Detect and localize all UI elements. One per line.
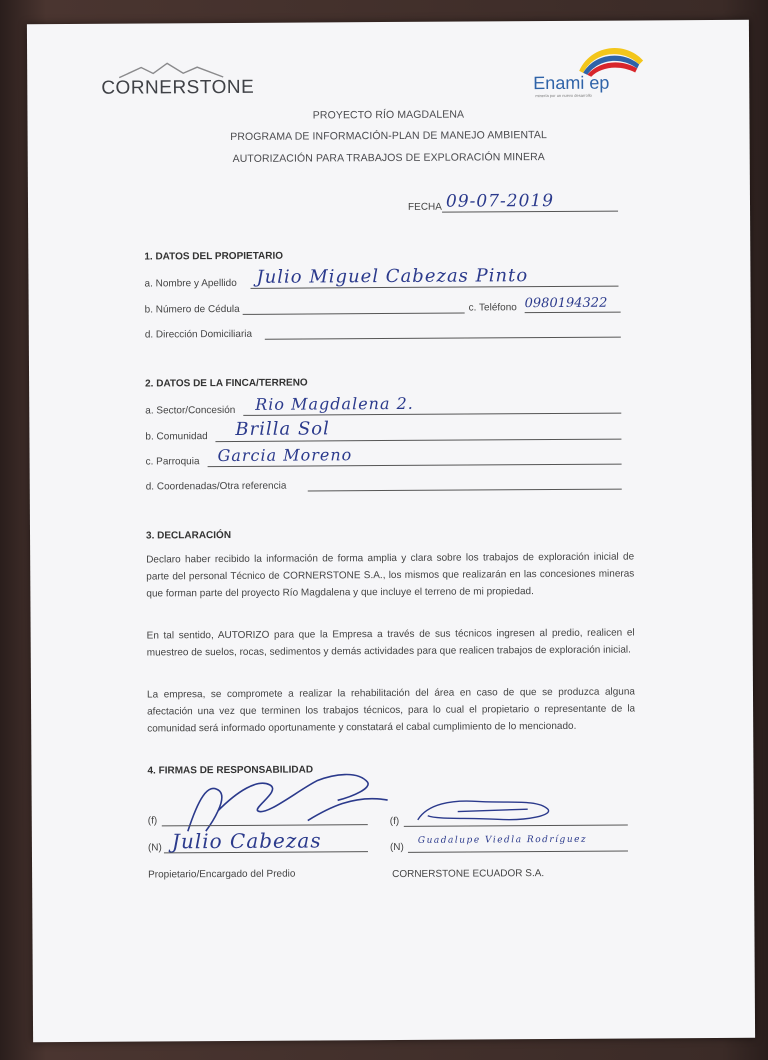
fecha-label: FECHA xyxy=(407,201,442,213)
coordenadas-label: d. Coordenadas/Otra referencia xyxy=(145,480,287,493)
section2-title: 2. DATOS DE LA FINCA/TERRENO xyxy=(145,377,308,390)
sector-value: Rio Magdalena 2. xyxy=(255,393,414,414)
authorization-title: AUTORIZACIÓN PARA TRABAJOS DE EXPLORACIÓN MINERA xyxy=(232,151,545,165)
section1-title: 1. DATOS DEL PROPIETARIO xyxy=(144,250,284,263)
owner-name-value: Julio Cabezas xyxy=(171,828,322,854)
enami-logo-tagline: minería por un nuevo desarrollo xyxy=(535,92,592,99)
cedula-line xyxy=(243,313,465,315)
company-n-label: (N) xyxy=(389,841,404,854)
enami-logo xyxy=(533,36,653,97)
fecha-value: 09-07-2019 xyxy=(445,190,555,212)
program-title: PROGRAMA DE INFORMACIÓN-PLAN DE MANEJO AMBIENTAL xyxy=(230,129,547,143)
declaration-paragraph-2: En tal sentido, AUTORIZO para que la Empresa a través de sus técnicos ingresen al predio, realicen el muestreo de suelos, rocas, sedimentos y demás actividades para que realicen trabajos de exploración inicial. xyxy=(146,627,635,659)
company-name-value: Guadalupe Viedla Rodríguez xyxy=(417,834,588,846)
project-title: PROYECTO RÍO MAGDALENA xyxy=(312,108,465,122)
declaration-paragraph-3: La empresa, se compromete a realizar la rehabilitación del área en caso de que se produzca alguna afectación una vez que terminen los trabajos técnicos, para lo cual el propietario o representante de la comunidad será informado oportunamente y constatará el cabal cumplimiento de lo mencionado. xyxy=(146,686,636,735)
declaration-paragraph-1: Declaro haber recibido la información de forma amplia y clara sobre los trabajos de exploración inicial de parte del personal Técnico de CORNERSTONE S.A., los mismos que realizarán en las concesiones mineras que forman parte del proyecto Río Magdalena y que incluye el terreno de mi propiedad. xyxy=(146,551,635,600)
comunidad-value: Brilla Sol xyxy=(235,418,330,440)
document-page xyxy=(27,20,755,1042)
company-signature-icon xyxy=(408,789,558,830)
cedula-label: b. Número de Cédula xyxy=(144,303,240,316)
nombre-label: a. Nombre y Apellido xyxy=(144,277,237,290)
parroquia-value: Garcia Moreno xyxy=(217,445,353,466)
sector-label: a. Sector/Concesión xyxy=(145,404,236,417)
cornerstone-logo xyxy=(101,61,254,100)
coordenadas-line xyxy=(308,489,622,492)
comunidad-label: b. Comunidad xyxy=(145,431,208,443)
owner-caption: Propietario/Encargado del Predio xyxy=(148,868,296,881)
direccion-label: d. Dirección Domiciliaria xyxy=(144,328,253,341)
owner-f-label: (f) xyxy=(147,815,158,827)
section4-title: 4. FIRMAS DE RESPONSABILIDAD xyxy=(147,764,314,777)
company-n-line xyxy=(408,851,628,853)
enami-logo-text: Enami ep xyxy=(533,72,610,94)
parroquia-label: c. Parroquia xyxy=(145,456,200,468)
telefono-value: 0980194322 xyxy=(524,295,608,312)
cornerstone-logo-text: CORNERSTONE xyxy=(101,76,255,99)
telefono-line xyxy=(525,312,621,314)
section3-title: 3. DECLARACIÓN xyxy=(145,529,232,542)
owner-n-label: (N) xyxy=(147,842,162,854)
company-caption: CORNERSTONE ECUADOR S.A. xyxy=(392,868,545,880)
telefono-label: c. Teléfono xyxy=(468,302,517,314)
direccion-line xyxy=(265,337,621,340)
nombre-value: Julio Miguel Cabezas Pinto xyxy=(256,265,529,288)
company-f-label: (f) xyxy=(389,815,400,828)
